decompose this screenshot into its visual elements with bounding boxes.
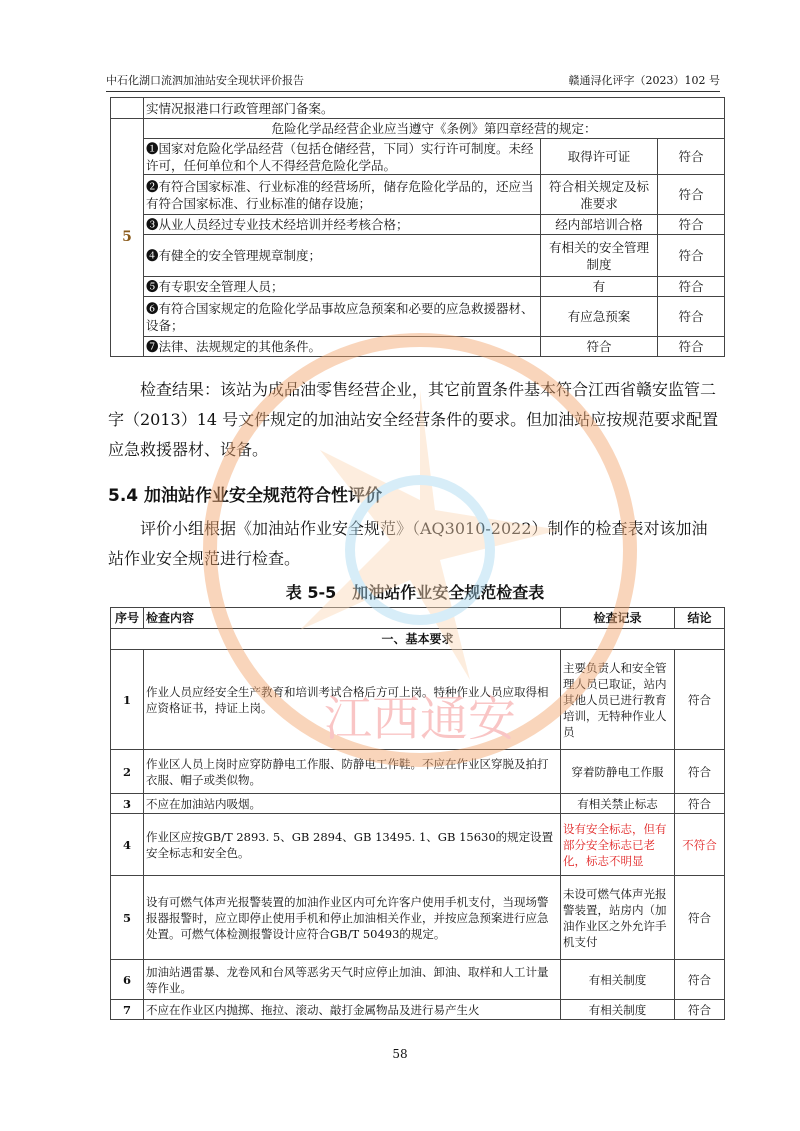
- table2-record: 有相关制度: [561, 1000, 675, 1020]
- table1-record: 经内部培训合格: [541, 215, 658, 235]
- table1-result: 符合: [658, 337, 725, 357]
- section-heading: 5.4 加油站作业安全规范符合性评价: [108, 486, 383, 506]
- table1-content: ❺有专职安全管理人员；: [144, 277, 541, 297]
- table2-content: 不应在加油站内吸烟。: [144, 794, 561, 814]
- table2-row-no: 6: [111, 960, 144, 1000]
- col-header-record: 检查记录: [561, 608, 675, 629]
- table1-content: ❷有符合国家标准、行业标准的经营场所，储存危险化学品的，还应当有符合国家标准、行业标准的储存设施；: [144, 175, 541, 215]
- table2-record: 穿着防静电工作服: [561, 750, 675, 794]
- table2-result: 符合: [675, 876, 725, 960]
- table2-result: 符合: [675, 1000, 725, 1020]
- header-report-title: 中石化湖口流泗加油站安全现状评价报告: [106, 74, 304, 87]
- table-caption: 表 5-5 加油站作业安全规范检查表: [285, 583, 545, 602]
- page-number: 58: [392, 1047, 408, 1061]
- table1-result: 符合: [658, 175, 725, 215]
- table2-content: 不应在作业区内抛掷、拖拉、滚动、敲打金属物品及进行易产生火: [144, 1000, 561, 1020]
- table2-row-no: 1: [111, 650, 144, 750]
- table1-title: 危险化学品经营企业应当遵守《条例》第四章经营的规定：: [144, 119, 725, 139]
- table2-result: 符合: [675, 750, 725, 794]
- table1-record: 有: [541, 277, 658, 297]
- table1-result: 符合: [658, 297, 725, 337]
- table2-content: 设有可燃气体声光报警装置的加油作业区内可允许客户使用手机支付，当现场警报器报警时，应立即停止使用手机和停止加油相关作业，并按应急预案进行应急处置。可燃气体检测报警设计应符合GB/T 50493的规定。: [144, 876, 561, 960]
- table2-record: 设有安全标志，但有部分安全标志已老化，标志不明显: [561, 814, 675, 876]
- table2-content: 作业区人员上岗时应穿防静电工作服、防静电工作鞋。不应在作业区穿脱及拍打衣服、帽子或类似物。: [144, 750, 561, 794]
- table2-result: 符合: [675, 650, 725, 750]
- section-intro-paragraph: 评价小组根据《加油站作业安全规范》（AQ3010-2022）制作的检查表对该加油站作业安全规范进行检查。: [108, 519, 708, 568]
- table2-content: 作业人员应经安全生产教育和培训考试合格后方可上岗。特种作业人员应取得相应资格证书，持证上岗。: [144, 650, 561, 750]
- table1-record: 取得许可证: [541, 139, 658, 175]
- table1-content: ❼法律、法规规定的其他条件。: [144, 337, 541, 357]
- table2-row-no: 2: [111, 750, 144, 794]
- table1-continued-text: 实情况报港口行政管理部门备案。: [144, 98, 725, 119]
- page-header: [106, 72, 720, 88]
- watermark-text: 江西通安: [323, 691, 517, 747]
- table2-row-no: 3: [111, 794, 144, 814]
- inspection-result-paragraph: 检查结果：该站为成品油零售经营企业，其它前置条件基本符合江西省赣安监管二字（2013）14 号文件规定的加油站安全经营条件的要求。但加油站应按规范要求配置应急救援器材、设备。: [108, 380, 719, 459]
- table1-empty-index: [111, 98, 144, 119]
- table2-result: 符合: [675, 960, 725, 1000]
- header-divider: [106, 91, 720, 92]
- table1-record: 符合相关规定及标准要求: [541, 175, 658, 215]
- table1-content: ❸从业人员经过专业技术经培训并经考核合格；: [144, 215, 541, 235]
- table1-record: 有应急预案: [541, 297, 658, 337]
- table2-record: 有相关禁止标志: [561, 794, 675, 814]
- regulation-check-table: [110, 97, 725, 357]
- table1-result: 符合: [658, 277, 725, 297]
- col-header-content: 检查内容: [144, 608, 561, 629]
- table1-result: 符合: [658, 139, 725, 175]
- table2-content: 作业区应按GB/T 2893. 5、GB 2894、GB 13495. 1、GB 15630的规定设置安全标志和安全色。: [144, 814, 561, 876]
- table2-row-no: 5: [111, 876, 144, 960]
- col-header-no: 序号: [111, 608, 144, 629]
- header-report-number: 赣通浔化评字（2023）102 号: [568, 74, 720, 87]
- table2-record: 未设可燃气体声光报警装置，站房内（加油作业区之外允许手机支付: [561, 876, 675, 960]
- table1-record: 有相关的安全管理制度: [541, 235, 658, 277]
- table1-content: ❻有符合国家规定的危险化学品事故应急预案和必要的应急救援器材、设备；: [144, 297, 541, 337]
- col-header-result: 结论: [675, 608, 725, 629]
- table1-content: ❹有健全的安全管理规章制度；: [144, 235, 541, 277]
- table1-row-index: 5: [111, 119, 144, 357]
- table2-record: 有相关制度: [561, 960, 675, 1000]
- table1-result: 符合: [658, 235, 725, 277]
- table1-content: ❶国家对危险化学品经营（包括仓储经营，下同）实行许可制度。未经许可，任何单位和个人不得经营危险化学品。: [144, 139, 541, 175]
- table2-section-title: 一、基本要求: [111, 629, 725, 650]
- table2-content: 加油站遇雷暴、龙卷风和台风等恶劣天气时应停止加油、卸油、取样和人工计量等作业。: [144, 960, 561, 1000]
- table1-record: 符合: [541, 337, 658, 357]
- table1-result: 符合: [658, 215, 725, 235]
- table2-row-no: 4: [111, 814, 144, 876]
- table2-row-no: 7: [111, 1000, 144, 1020]
- table2-record: 主要负责人和安全管理人员已取证，站内其他人员已进行教育培训，无特种作业人员: [561, 650, 675, 750]
- table2-result: 不符合: [675, 814, 725, 876]
- table2-result: 符合: [675, 794, 725, 814]
- operation-safety-check-table: [110, 607, 725, 1020]
